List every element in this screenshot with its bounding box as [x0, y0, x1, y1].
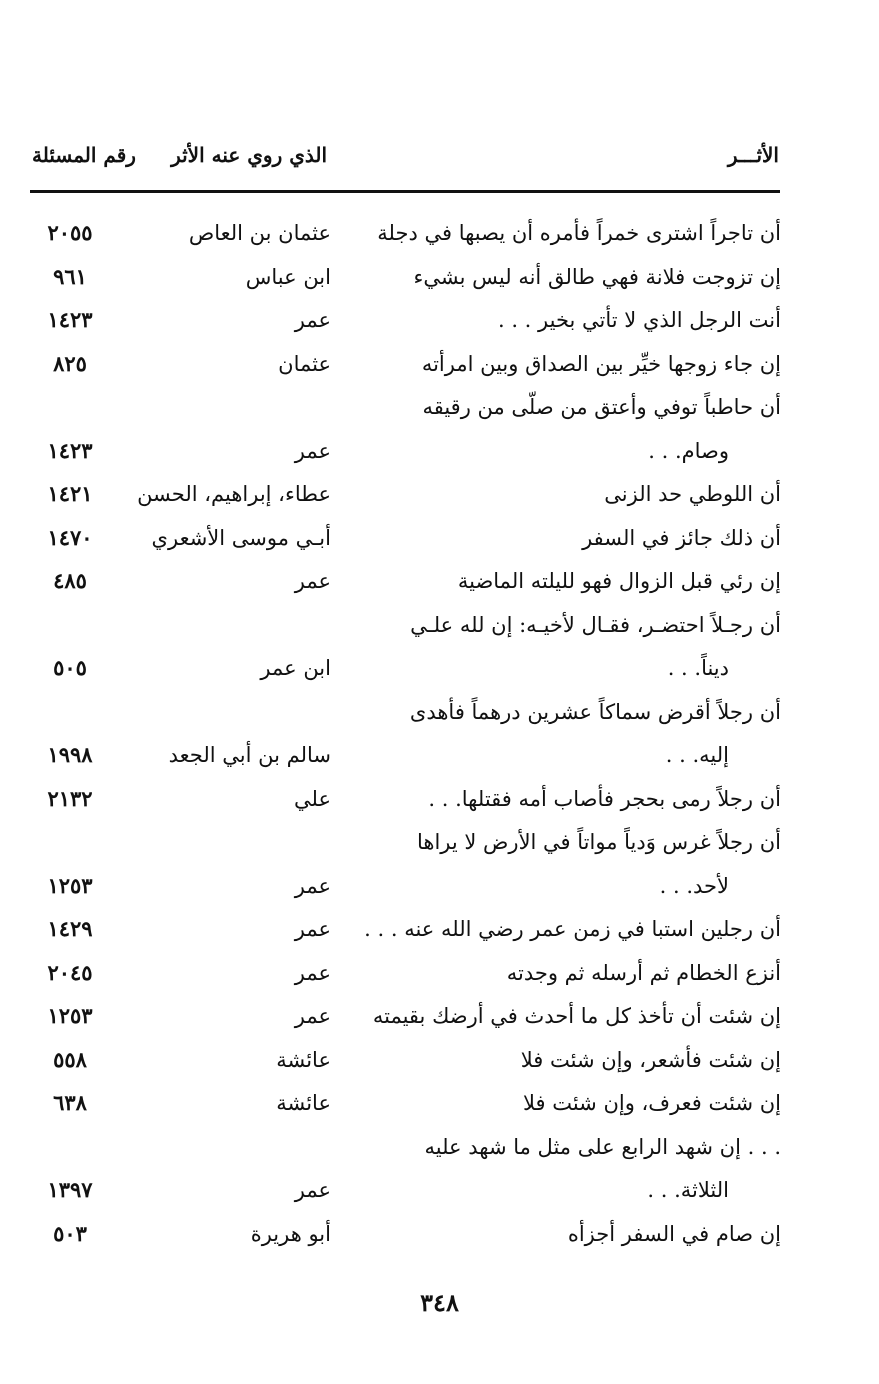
- issue-number: ٦٣٨: [53, 1090, 87, 1115]
- athar-text: أن تاجراً اشترى خمراً فأمره أن يصبها في دجلة: [377, 221, 781, 245]
- athar-text: إن شئت فأشعر، وإن شئت فلا: [520, 1047, 781, 1072]
- column-header-athar: الأثـــر: [727, 143, 779, 167]
- narrator-name: أبـي موسى الأشعري: [151, 525, 331, 550]
- narrator-name: عائشة: [276, 1047, 331, 1072]
- athar-text: إن شئت أن تأخذ كل ما أحدث في أرضك بقيمته: [372, 1004, 781, 1028]
- narrator-name: عطاء، إبراهيم، الحسن: [137, 482, 331, 506]
- narrator-name: ابن عمر: [260, 656, 331, 680]
- issue-number: ٥٠٣: [53, 1220, 87, 1246]
- narrator-name: عثمان: [278, 351, 331, 376]
- athar-text-continuation: وصام. . .: [648, 438, 729, 463]
- issue-number: ٥٠٥: [53, 655, 87, 680]
- narrator-name: عمر: [294, 569, 331, 593]
- narrator-name: علي: [294, 786, 331, 811]
- issue-number: ١٤٢٩: [47, 916, 93, 941]
- athar-text: أنزع الخطام ثم أرسله ثم وجدته: [506, 960, 781, 985]
- narrator-name: عمر: [294, 960, 331, 985]
- issue-number: ١٢٥٣: [47, 872, 93, 898]
- athar-text: إن تزوجت فلانة فهي طالق أنه ليس بشيء: [413, 264, 781, 289]
- issue-number: ١٤٢١: [47, 481, 93, 506]
- narrator-name: عمر: [294, 1178, 331, 1202]
- issue-number: ١٣٩٧: [47, 1177, 93, 1202]
- header-divider: [30, 190, 780, 193]
- athar-text: إن صام في السفر أجزأه: [567, 1221, 781, 1246]
- column-header-issue-number: رقم المسئلة: [32, 143, 136, 167]
- athar-text: إن جاء زوجها خيِّر بين الصداق وبين امرأته: [421, 351, 781, 376]
- narrator-name: ابن عباس: [245, 264, 331, 289]
- narrator-name: أبو هريرة: [250, 1221, 331, 1246]
- athar-text: إن شئت فعرف، وإن شئت فلا: [522, 1091, 781, 1115]
- narrator-name: عمر: [294, 1004, 331, 1028]
- issue-number: ٥٥٨: [53, 1046, 87, 1072]
- issue-number: ٤٨٥: [53, 568, 87, 593]
- narrator-name: عمر: [294, 873, 331, 898]
- athar-text: . . . إن شهد الرابع على مثل ما شهد عليه: [424, 1134, 781, 1159]
- athar-text-continuation: الثلاثة. . .: [647, 1178, 729, 1202]
- athar-text: أن رجلاً غرس وَدياً مواتاً في الأرض لا يراها: [416, 830, 781, 854]
- athar-text: أن رجلاً رمى بحجر فأصاب أمه فقتلها. . .: [428, 786, 781, 811]
- athar-text-continuation: ديناً. . .: [667, 656, 729, 680]
- issue-number: ١٤٢٣: [47, 307, 93, 332]
- narrator-name: عثمان بن العاص: [188, 221, 331, 245]
- issue-number: ٢٠٥٥: [47, 220, 93, 245]
- athar-text: أن رجلين استبا في زمن عمر رضي الله عنه . . .: [364, 917, 781, 941]
- athar-text: أن اللوطي حد الزنى: [604, 482, 781, 506]
- athar-text: أن رجـلاً احتضـر، فقـال لأخيـه: إن لله علـي: [410, 612, 781, 637]
- issue-number: ٢٠٤٥: [47, 959, 93, 985]
- issue-number: ٢١٣٢: [47, 785, 93, 811]
- issue-number: ١٤٧٠: [47, 524, 93, 550]
- athar-text: أن حاطباً توفي وأعتق من صلّى من رقيقه: [422, 395, 781, 419]
- narrator-name: عمر: [294, 308, 331, 332]
- narrator-name: سالم بن أبي الجعد: [168, 743, 331, 767]
- issue-number: ١٢٥٣: [47, 1003, 93, 1028]
- narrator-name: عمر: [294, 438, 331, 463]
- issue-number: ٨٢٥: [53, 350, 87, 376]
- issue-number: ٩٦١: [53, 263, 87, 289]
- narrator-name: عائشة: [276, 1091, 331, 1115]
- issue-number: ١٩٩٨: [47, 742, 93, 767]
- athar-text: أن رجلاً أقرض سماكاً عشرين درهماً فأهدى: [409, 699, 781, 724]
- athar-text: أن ذلك جائز في السفر: [582, 525, 781, 550]
- athar-text-continuation: إليه. . .: [665, 743, 729, 767]
- athar-text: إن رئي قبل الزوال فهو لليلته الماضية: [457, 569, 781, 593]
- column-header-narrator: الذي روي عنه الأثر: [171, 143, 327, 167]
- page-number: ٣٤٨: [420, 1288, 459, 1317]
- athar-text-continuation: لأحد. . .: [659, 873, 729, 898]
- athar-text: أنت الرجل الذي لا تأتي بخير . . .: [497, 308, 781, 332]
- narrator-name: عمر: [294, 917, 331, 941]
- issue-number: ١٤٢٣: [47, 437, 93, 463]
